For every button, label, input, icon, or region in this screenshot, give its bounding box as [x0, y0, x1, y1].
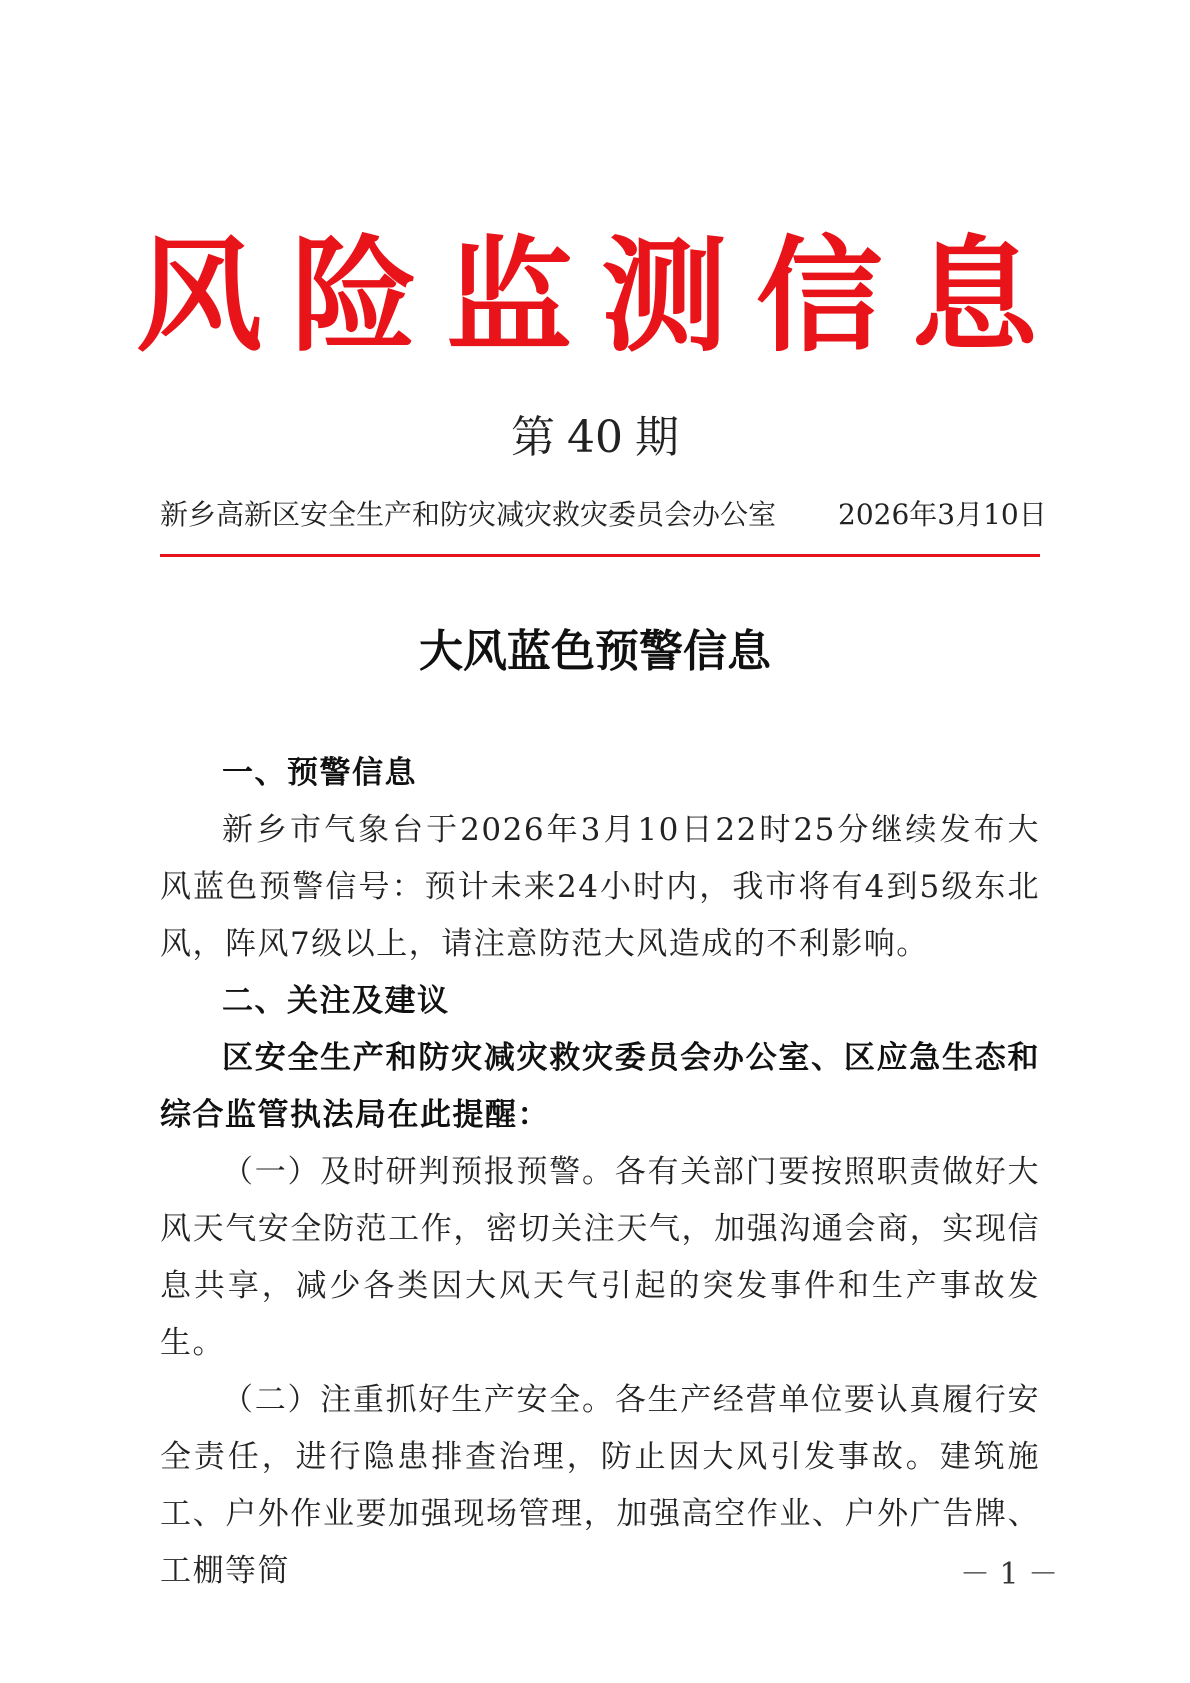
issuer: 新乡高新区安全生产和防灾减灾救灾委员会办公室: [160, 498, 777, 531]
red-divider: [160, 554, 1040, 557]
issue-prefix: 第: [511, 412, 555, 463]
issue-date: 2026年3月10日: [838, 498, 1047, 531]
paragraph: （二）注重抓好生产安全。各生产经营单位要认真履行安全责任，进行隐患排查治理，防止因大风引发事故。建筑施工、户外作业要加强现场管理，加强高空作业、户外广告牌、工棚等简: [160, 1382, 1040, 1589]
document-body: [160, 745, 1040, 1600]
issue-suffix: 期: [635, 412, 679, 463]
paragraph: 新乡市气象台于2026年3月10日22时25分继续发布大风蓝色预警信号：预计未来24小时内，我市将有4到5级东北风，阵风7级以上，请注意防范大风造成的不利影响。: [160, 812, 1040, 962]
section-heading: 一、预警信息: [222, 755, 417, 791]
masthead-title: 风险监测信息: [136, 225, 1067, 369]
paragraph: （一）及时研判预报预警。各有关部门要按照职责做好大风天气安全防范工作，密切关注天气，加强沟通会商，实现信息共享，减少各类因大风天气引起的突发事件和生产事故发生。: [160, 1154, 1040, 1361]
paragraph: 区安全生产和防灾减灾救灾委员会办公室、区应急生态和综合监管执法局在此提醒：: [160, 1040, 1040, 1133]
issue-number: [0, 410, 1190, 466]
page-number: － 1 －: [960, 1557, 1059, 1592]
document-title: 大风蓝色预警信息: [419, 626, 771, 677]
issue-number-value: 40: [567, 412, 623, 463]
section-heading: 二、关注及建议: [222, 983, 450, 1019]
